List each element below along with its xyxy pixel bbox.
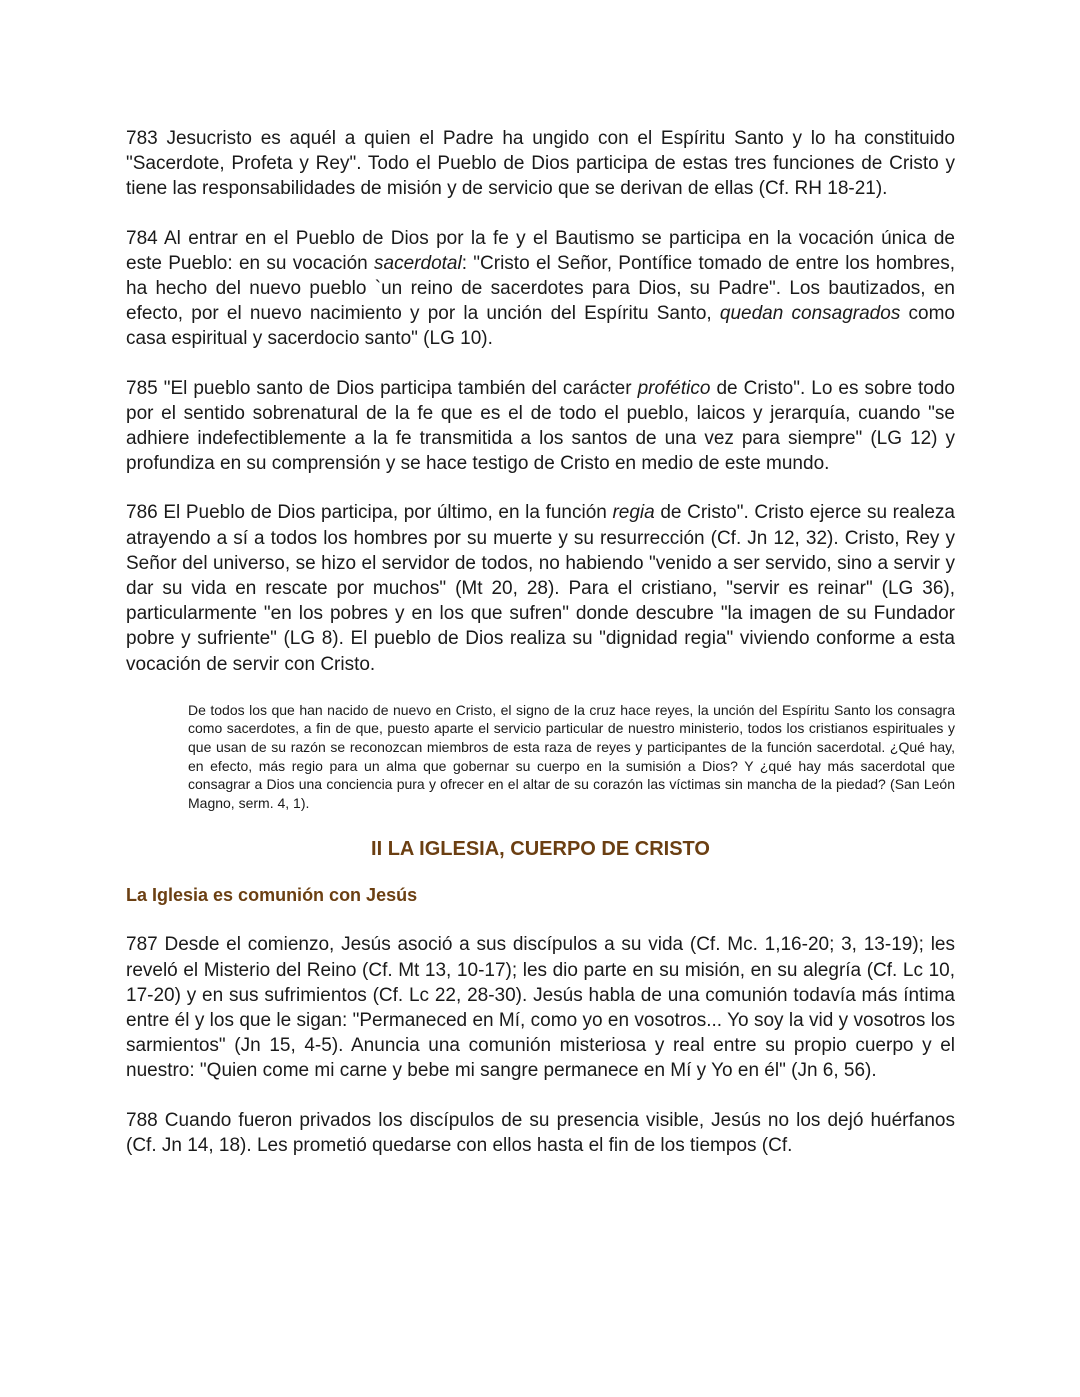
paragraph (126, 1108, 955, 1158)
italic-text: sacerdotal (374, 252, 462, 274)
text-segment: como casa espiritual y sacerdocio santo" (LG 10). (126, 303, 955, 350)
text-segment: 787 Desde el comienzo, Jesús asoció a sus discípulos a su vida (Cf. Mc. 1,16-20; 3, 13-19); les reveló el Misterio del Reino (Cf. Mt 13, 10-17); les dio parte en su misión, en su alegría (Cf. Lc 10, 17-20) y en sus sufrimientos (Cf. Lc 22, 28-30). Jesús habla de una comunión todavía más íntima entre él y los que le sigan: "Permaneced en Mí, como yo en vosotros... Yo soy la vid y vosotros los sarmientos" (Jn 15, 4-5). Anuncia una comunión misteriosa y real entre su propio cuerpo y el nuestro: "Quien come mi carne y bebe mi sangre permanece en Mí y Yo en él" (Jn 6, 56). (126, 934, 955, 1082)
text-segment: de Cristo". Lo es sobre todo por el sentido sobrenatural de la fe que es el de todo el pueblo, laicos y jerarquía, cuando "se adhiere indefectiblemente a la fe transmitida a los santos de una vez para siempre" (LG 12) y profundiza en su comprensión y se hace testigo de Cristo en medio de este mundo. (126, 377, 955, 475)
italic-text: quedan consagrados (719, 303, 901, 325)
paragraph (126, 226, 955, 352)
paragraphs-after (126, 932, 955, 1158)
text-segment: de Cristo". Cristo ejerce su realeza atrayendo a sí a todos los hombres por su muerte y su resurrección (Cf. Jn 12, 32). Cristo, Rey y Señor del universo, se hizo el servidor de todos, no habiendo "venido a ser servido, sino a servir y dar su vida en rescate por muchos" (Mt 20, 28). Para el cristiano, "servir es reinar" (LG 36), particularmente "en los pobres y en los que sufren" donde descubre "la imagen de su Fundador pobre y sufriente" (LG 8). El pueblo de Dios realiza su "dignidad regia" viviendo conforme a esta vocación de servir con Cristo. (126, 502, 955, 675)
italic-text: profético (637, 377, 711, 399)
text-segment: : "Cristo el Señor, Pontífice tomado de entre los hombres, ha hecho del nuevo pueblo `un reino de sacerdotes para Dios, su Padre". Los bautizados, en efecto, por el nuevo nacimiento y por la unción del Espíritu Santo, (126, 252, 956, 325)
text-segment: 786 El Pueblo de Dios participa, por último, en la función (126, 502, 613, 524)
section-heading: II LA IGLESIA, CUERPO DE CRISTO (371, 838, 710, 861)
paragraph (126, 376, 955, 477)
text-segment: 788 Cuando fueron privados los discípulos de su presencia visible, Jesús no los dejó huérfanos (Cf. Jn 14, 18). Les prometió quedarse con ellos hasta el fin de los tiempos (Cf. (126, 1109, 955, 1156)
text-segment: 783 Jesucristo es aquél a quien el Padre ha ungido con el Espíritu Santo y lo ha constituido "Sacerdote, Profeta y Rey". Todo el Pueblo de Dios participa de estas tres funciones de Cristo y tiene las responsabilidades de misión y de servicio que se derivan de ellas (Cf. RH 18-21). (126, 128, 955, 200)
text-segment: 784 Al entrar en el Pueblo de Dios por la fe y el Bautismo se participa en la vocación única de este Pueblo: en su vocación (126, 227, 955, 274)
paragraph (126, 500, 955, 676)
document-page (126, 126, 955, 1182)
subheading: La Iglesia es comunión con Jesús (126, 885, 418, 906)
italic-text: regia (612, 502, 655, 524)
block-quote: De todos los que han nacido de nuevo en Cristo, el signo de la cruz hace reyes, la unción del Espíritu Santo los consagra como sacerdotes, a fin de que, puesto aparte el servicio particular de nuestro ministerio, todos los cristianos espirituales y que usan de su razón se reconozcan miembros de esta raza de reyes y participantes de la función sacerdotal. ¿Qué hay, en efecto, más regio para un alma que gobernar su cuerpo en la sumisión a Dios? Y ¿qué hay más sacerdotal que consagrar a Dios una conciencia pura y ofrecer en el altar de su corazón las víctimas sin mancha de la piedad? (San León Magno, serm. 4, 1). (188, 701, 955, 811)
paragraphs-before (126, 126, 955, 677)
paragraph (126, 126, 955, 202)
paragraph (126, 932, 955, 1083)
text-segment: 785 "El pueblo santo de Dios participa también del carácter (126, 377, 638, 399)
